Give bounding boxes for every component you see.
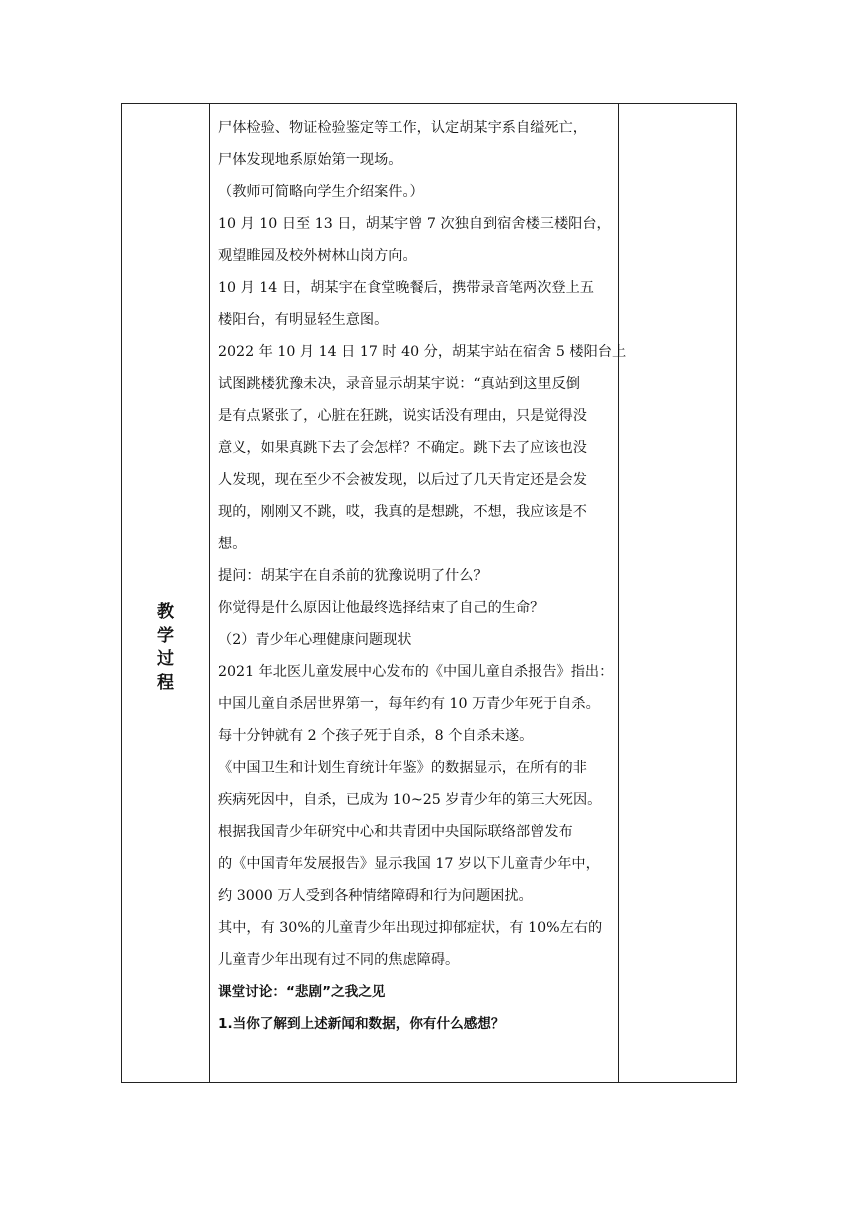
paragraph-line: 尸体检验、物证检验鉴定等工作，认定胡某宇系自缢死亡，: [218, 120, 587, 136]
paragraph-line: 人发现，现在至少不会被发现，以后过了几天肯定还是会发: [218, 472, 587, 488]
paragraph-line: 根据我国青少年研究中心和共青团中央国际联络部曾发布: [218, 824, 573, 840]
paragraph-line: 疾病死因中，自杀，已成为 10~25 岁青少年的第三大死因。: [218, 792, 602, 808]
section-label: [122, 601, 209, 695]
paragraph-line: 试图跳楼犹豫未决，录音显示胡某宇说：“真站到这里反倒: [218, 376, 580, 392]
lesson-table: [121, 103, 737, 1083]
paragraph-line: 现的，刚刚又不跳，哎，我真的是想跳，不想，我应该是不: [218, 504, 587, 520]
content-paragraph: [218, 176, 616, 208]
paragraph-line: 想。: [218, 536, 247, 552]
section-label-char: 教: [157, 602, 174, 622]
paragraph-line: 儿童青少年出现有过不同的焦虑障碍。: [218, 952, 460, 968]
notes-cell: [619, 104, 736, 1082]
content-paragraph: [218, 592, 616, 624]
paragraph-line: 意义，如果真跳下去了会怎样？不确定。跳下去了应该也没: [218, 440, 587, 456]
content-paragraph: [218, 624, 616, 656]
paragraph-line: 楼阳台，有明显轻生意图。: [218, 312, 389, 328]
paragraph-line: 10 月 14 日，胡某宇在食堂晚餐后，携带录音笔两次登上五: [218, 280, 594, 296]
section-label-cell: [122, 104, 210, 1082]
paragraph-line: 是有点紧张了，心脏在狂跳，说实话没有理由，只是觉得没: [218, 408, 587, 424]
discussion-paragraph: [218, 1008, 616, 1040]
content-paragraph: [218, 208, 616, 272]
content-paragraph: [218, 912, 616, 976]
paragraph-line: 《中国卫生和计划生育统计年鉴》的数据显示，在所有的非: [218, 760, 587, 776]
discussion-paragraph: [218, 976, 616, 1008]
paragraph-line: （教师可简略向学生介绍案件。）: [218, 184, 424, 200]
paragraph-line: 每十分钟就有 2 个孩子死于自杀，8 个自杀未遂。: [218, 728, 534, 744]
paragraph-line: 课堂讨论：“悲剧”之我之见: [218, 984, 386, 1000]
paragraph-line: 其中，有 30%的儿童青少年出现过抑郁症状，有 10%左右的: [218, 920, 603, 936]
paragraph-line: 观望睢园及校外树林山岗方向。: [218, 248, 417, 264]
section-label-char: 过: [157, 649, 174, 669]
section-label-char: 程: [157, 672, 174, 693]
paragraph-line: 2022 年 10 月 14 日 17 时 40 分，胡某宇站在宿舍 5 楼阳台上: [218, 344, 627, 360]
paragraph-line: 提问：胡某宇在自杀前的犹豫说明了什么？: [218, 568, 488, 584]
paragraph-line: 1.当你了解到上述新闻和数据，你有什么感想？: [218, 1016, 505, 1032]
paragraph-line: （2）青少年心理健康问题现状: [218, 632, 412, 648]
content-paragraph: [218, 656, 616, 752]
content-paragraph: [218, 816, 616, 912]
paragraph-line: 的《中国青年发展报告》显示我国 17 岁以下儿童青少年中，: [218, 856, 600, 872]
content-paragraph: [218, 272, 616, 336]
paragraph-line: 尸体发现地系原始第一现场。: [218, 152, 403, 168]
paragraph-line: 约 3000 万人受到各种情绪障碍和行为问题困扰。: [218, 888, 533, 904]
paragraph-line: 2021 年北医儿童发展中心发布的《中国儿童自杀报告》指出：: [218, 664, 614, 680]
paragraph-line: 10 月 10 日至 13 日，胡某宇曾 7 次独自到宿舍楼三楼阳台，: [218, 216, 611, 232]
content-paragraph: [218, 752, 616, 816]
paragraph-line: 中国儿童自杀居世界第一，每年约有 10 万青少年死于自杀。: [218, 696, 600, 712]
content-paragraph: [218, 336, 627, 560]
content-cell: [210, 104, 627, 1082]
content-paragraph: [218, 112, 616, 176]
section-label-char: 学: [157, 625, 174, 646]
paragraph-line: 你觉得是什么原因让他最终选择结束了自己的生命？: [218, 600, 545, 616]
content-paragraph: [218, 560, 616, 592]
